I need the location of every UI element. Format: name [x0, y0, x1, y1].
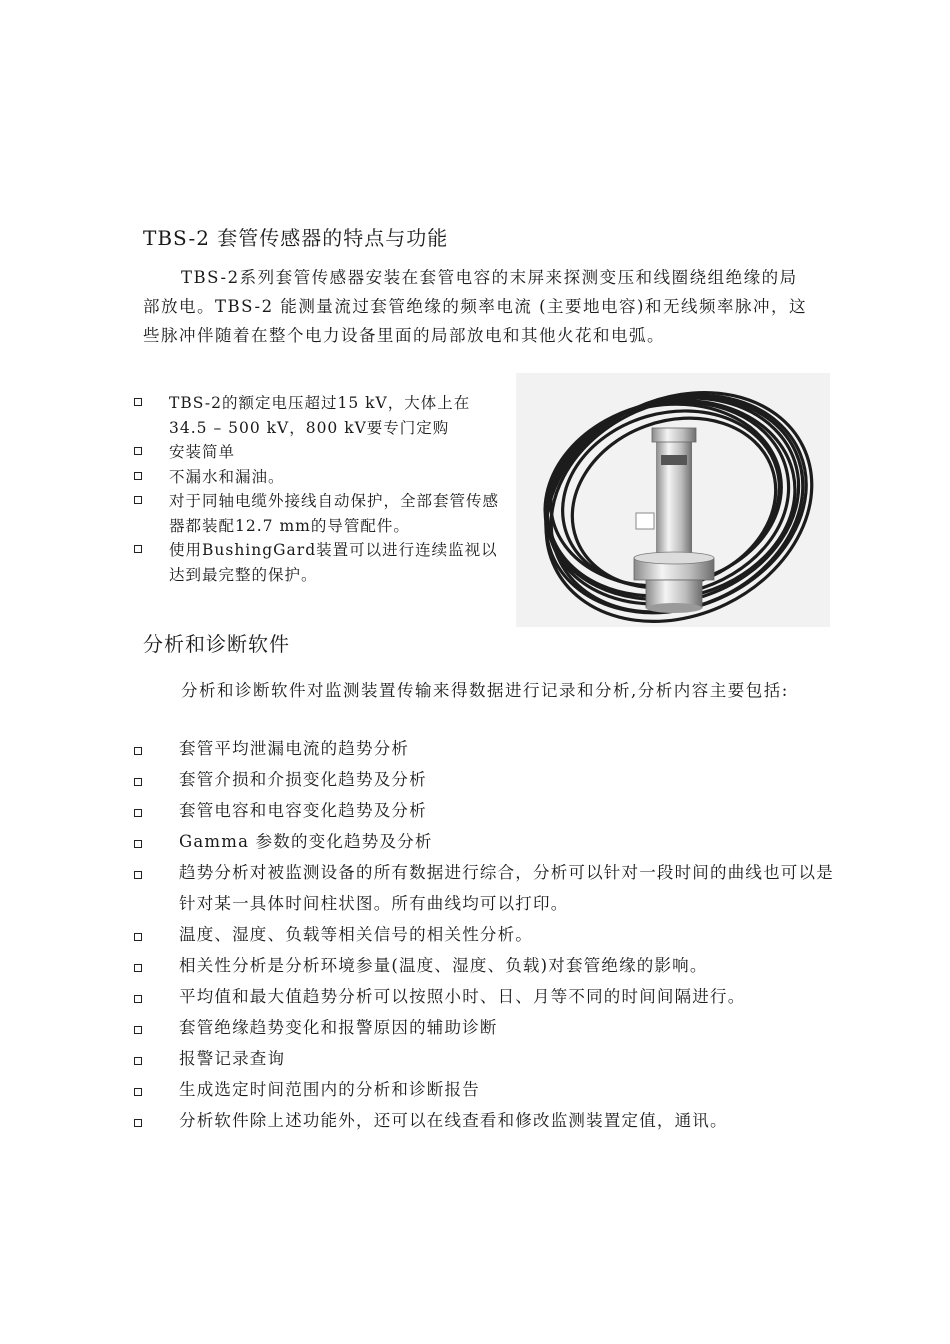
checkbox-bullet-icon: [134, 809, 142, 817]
checkbox-bullet-icon: [134, 1088, 142, 1096]
checkbox-bullet-icon: [134, 496, 142, 504]
list-item: 安装简单: [134, 440, 506, 465]
checkbox-bullet-icon: [134, 398, 142, 406]
checkbox-bullet-icon: [134, 871, 142, 879]
section-heading-sensor: TBS-2 套管传感器的特点与功能: [143, 226, 449, 250]
checkbox-bullet-icon: [134, 995, 142, 1003]
list-item: 对于同轴电缆外接线自动保护，全部套管传感器都装配12.7 mm的导管配件。: [134, 489, 506, 538]
sensor-feature-list: [134, 391, 506, 587]
checkbox-bullet-icon: [134, 1057, 142, 1065]
software-intro-paragraph: 分析和诊断软件对监测装置传输来得数据进行记录和分析,分析内容主要包括:: [181, 681, 789, 700]
checkbox-bullet-icon: [134, 447, 142, 455]
list-item: 分析软件除上述功能外，还可以在线查看和修改监测装置定值，通讯。: [134, 1105, 834, 1136]
list-item: 平均值和最大值趋势分析可以按照小时、日、月等不同的时间间隔进行。: [134, 981, 834, 1012]
section-heading-software: 分析和诊断软件: [143, 632, 290, 656]
sensor-cable-illustration: [516, 373, 830, 627]
analysis-feature-list: [134, 733, 834, 1136]
checkbox-bullet-icon: [134, 1026, 142, 1034]
list-item: 生成选定时间范围内的分析和诊断报告: [134, 1074, 834, 1105]
checkbox-bullet-icon: [134, 840, 142, 848]
list-item: 不漏水和漏油。: [134, 465, 506, 490]
list-item: 温度、湿度、负载等相关信号的相关性分析。: [134, 919, 834, 950]
checkbox-bullet-icon: [134, 747, 142, 755]
list-item: 套管平均泄漏电流的趋势分析: [134, 733, 834, 764]
checkbox-bullet-icon: [134, 472, 142, 480]
sensor-intro-paragraph: TBS-2系列套管传感器安装在套管电容的末屏来探测变压和线圈绕组绝缘的局部放电。TBS-2 能测量流过套管绝缘的频率电流 (主要地电容)和无线频率脉冲，这些脉冲伴随着在整个电力设备里面的局部放电和其他火花和电弧。: [143, 268, 807, 345]
list-item: 趋势分析对被监测设备的所有数据进行综合，分析可以针对一段时间的曲线也可以是针对某一具体时间柱状图。所有曲线均可以打印。: [134, 857, 834, 919]
list-item: 报警记录查询: [134, 1043, 834, 1074]
list-item: 相关性分析是分析环境参量(温度、湿度、负载)对套管绝缘的影响。: [134, 950, 834, 981]
checkbox-bullet-icon: [134, 964, 142, 972]
list-item: 套管介损和介损变化趋势及分析: [134, 764, 834, 795]
checkbox-bullet-icon: [134, 1119, 142, 1127]
list-item: TBS-2的额定电压超过15 kV，大体上在 34.5 – 500 kV，800 kV要专门定购: [134, 391, 506, 440]
checkbox-bullet-icon: [134, 545, 142, 553]
list-item: 使用BushingGard装置可以进行连续监视以达到最完整的保护。: [134, 538, 506, 587]
checkbox-bullet-icon: [134, 933, 142, 941]
checkbox-bullet-icon: [134, 778, 142, 786]
list-item: 套管电容和电容变化趋势及分析: [134, 795, 834, 826]
sensor-product-photo: [516, 373, 830, 627]
list-item: Gamma 参数的变化趋势及分析: [134, 826, 834, 857]
list-item: 套管绝缘趋势变化和报警原因的辅助诊断: [134, 1012, 834, 1043]
